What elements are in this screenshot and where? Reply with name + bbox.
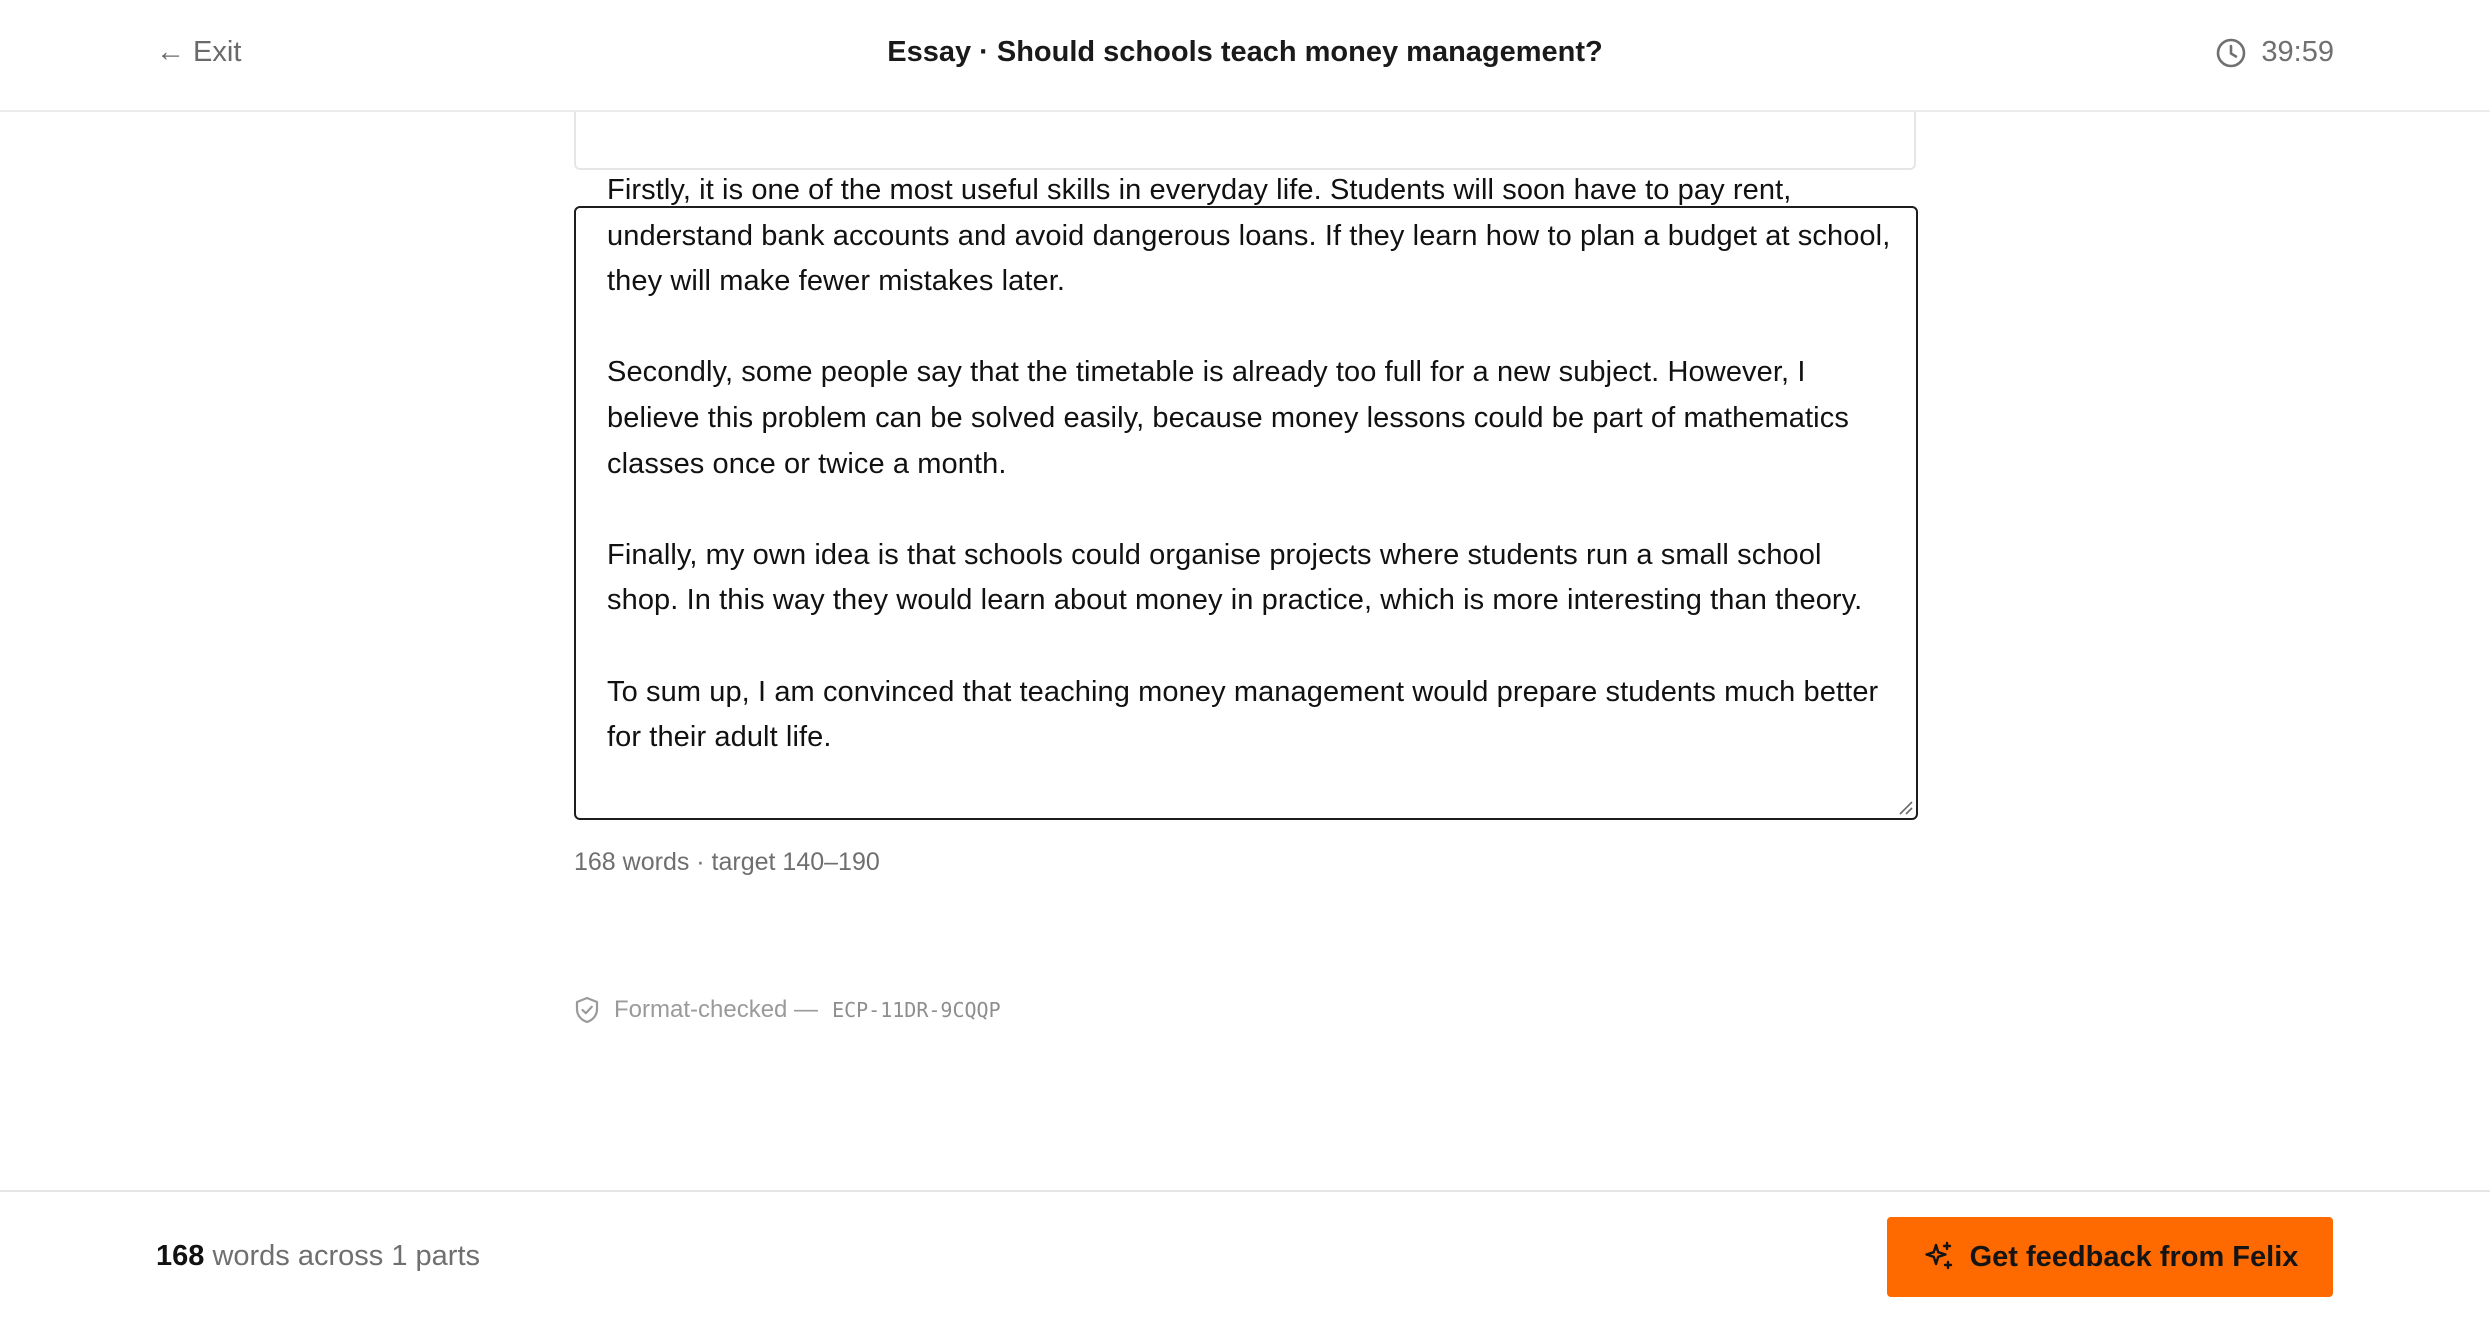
total-word-count-suffix: words across 1 parts	[212, 1240, 480, 1272]
total-word-count-number: 168	[156, 1240, 205, 1272]
sparkles-icon	[1922, 1240, 1956, 1274]
essay-paragraph[interactable]: Firstly, it is one of the most useful skills in everyday life. Students will soon have to pay rent, understand bank accounts and avoid dangerous loans. If they learn how to plan a budget at school, they will make fewer mistakes later.	[607, 174, 1899, 298]
clock-icon	[2215, 37, 2247, 69]
essay-paragraph[interactable]: To sum up, I am convinced that teaching money management would prepare students much better for their adult life.	[607, 675, 1887, 754]
resize-grip-icon[interactable]	[1896, 798, 1914, 816]
page-title: Essay · Should schools teach money management?	[887, 36, 1603, 68]
essay-paragraph[interactable]: Secondly, some people say that the timetable is already too full for a new subject. However, I believe this problem can be solved easily, because money lessons could be part of mathematics classes once or twice a month.	[607, 356, 1858, 480]
top-bar	[0, 0, 2490, 112]
word-count-target: 168 words · target 140–190	[574, 848, 880, 876]
format-check-note	[574, 996, 1001, 1024]
total-word-count	[156, 1240, 480, 1273]
format-check-label: Format-checked —	[614, 996, 819, 1023]
exit-button[interactable]: ← Exit	[156, 36, 242, 68]
get-feedback-label: Get feedback from Felix	[1969, 1240, 2299, 1273]
bottom-bar	[0, 1190, 2490, 1320]
timer-value: 39:59	[2261, 36, 2334, 68]
essay-textarea[interactable]	[574, 174, 1918, 820]
get-feedback-button[interactable]	[1887, 1217, 2333, 1297]
timer	[2215, 36, 2334, 69]
shield-check-icon	[574, 996, 600, 1024]
essay-text[interactable]	[607, 168, 1897, 761]
format-check-code: ECP-11DR-9CQQP	[832, 998, 1001, 1022]
essay-paragraph[interactable]: Finally, my own idea is that schools could organise projects where students run a small school shop. In this way they would learn about money in practice, which is more interesting than theory.	[607, 538, 1863, 617]
